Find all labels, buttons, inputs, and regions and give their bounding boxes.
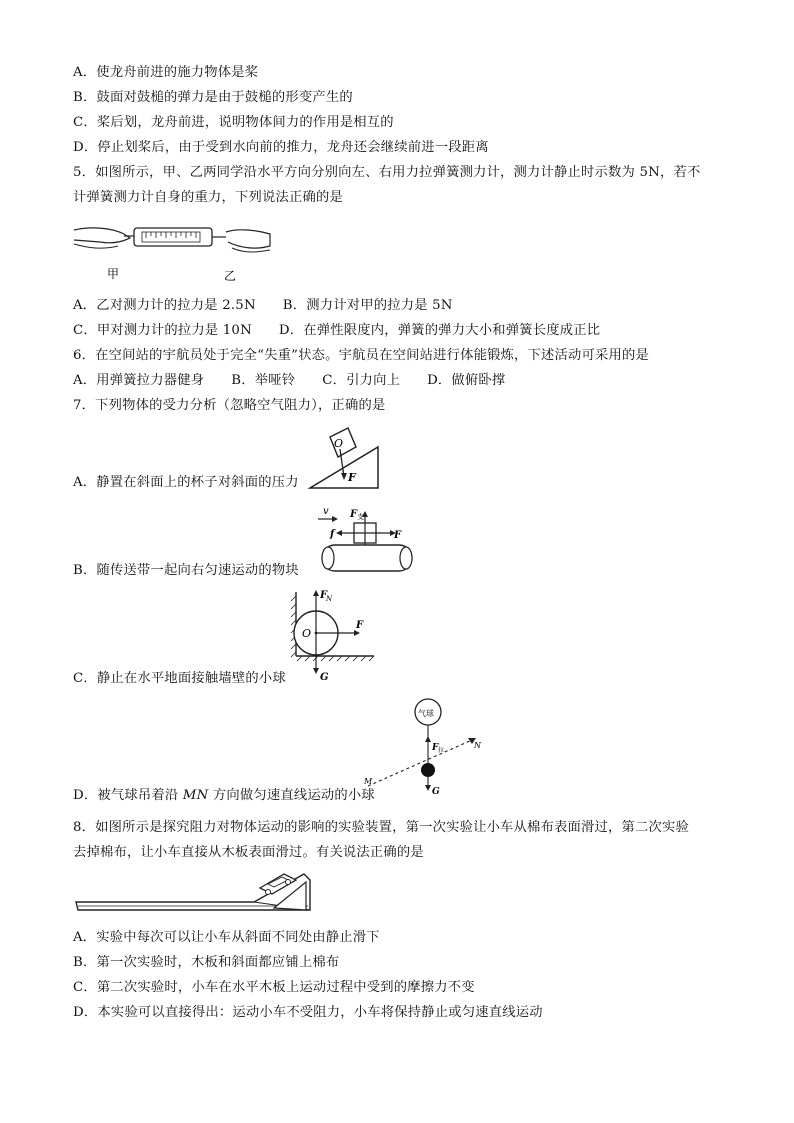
svg-text:F: F <box>320 590 328 601</box>
svg-text:F: F <box>350 509 358 520</box>
q8-stem-line1: 8．如图所示是探究阻力对物体运动的影响的实验装置，第一次实验让小车从棉布表面滑过，第二次实验 <box>73 820 690 835</box>
q7-option-b: B．随传送带一起向右匀速运动的物块 <box>73 563 299 578</box>
q4-option-a: A．使龙舟前进的施力物体是桨 <box>73 65 259 80</box>
left-hand <box>74 228 130 243</box>
label-yi: 乙 <box>224 269 237 283</box>
q5-options-row2: C．甲对测力计的拉力是 10N D．在弹性限度内，弹簧的弹力大小和弹簧长度成正比 <box>73 323 601 338</box>
svg-text:F: F <box>394 530 402 541</box>
q8-stem-line2: 去掉棉布，让小车直接从木板表面滑过。有关说法正确的是 <box>73 845 424 860</box>
svg-text:N: N <box>326 595 333 603</box>
svg-text:v: v <box>323 506 329 517</box>
svg-text:G: G <box>320 672 329 683</box>
q4-option-b: B．鼓面对鼓槌的弹力是由于鼓槌的形变产生的 <box>73 90 353 105</box>
svg-text:F: F <box>356 620 364 631</box>
ball-d <box>421 763 435 777</box>
q8-option-c: C．第二次实验时，小车在水平木板上运动过程中受到的摩擦力不变 <box>73 980 475 995</box>
q6-stem: 6．在空间站的宇航员处于完全“失重”状态。宇航员在空间站进行体能锻炼，下述活动可采用的是 <box>73 348 650 363</box>
q7-option-d-pre: D．被气球吊着沿 <box>73 788 183 803</box>
q6-options-row: A．用弹簧拉力器健身 B．举哑铃 C．引力向上 D．做俯卧撑 <box>73 373 506 388</box>
q7-figure-a <box>308 425 380 491</box>
right-hand <box>226 230 270 248</box>
q5-options-row1: A．乙对测力计的拉力是 2.5N B．测力计对甲的拉力是 5N <box>73 298 453 313</box>
q5-spring-scale-figure <box>72 218 272 288</box>
q4-option-d: D．停止划桨后，由于受到水向前的推力，龙舟还会继续前进一段距离 <box>73 140 489 155</box>
q8-ramp-figure <box>74 868 314 922</box>
q7-stem: 7．下列物体的受力分析（忽略空气阻力），正确的是 <box>73 398 386 413</box>
q8-option-a: A．实验中每次可以让小车从斜面不同处由静止滑下 <box>73 930 380 945</box>
conveyor-belt <box>322 545 412 571</box>
svg-text:气球: 气球 <box>418 709 434 718</box>
q7-figure-b <box>314 505 420 579</box>
q7-figure-d <box>362 696 492 800</box>
q7-option-d-post: 方向做匀速直线运动的小球 <box>208 788 375 803</box>
q8-option-d: D．本实验可以直接得出：运动小车不受阻力，小车将保持静止或匀速直线运动 <box>73 1005 543 1020</box>
q7-option-d <box>73 787 375 805</box>
svg-text:支: 支 <box>357 513 364 521</box>
svg-text:G: G <box>432 787 440 797</box>
q7-option-d-mn: MN <box>182 788 209 803</box>
svg-text:F: F <box>432 743 439 753</box>
force-label-f: F <box>348 471 356 484</box>
svg-text:N: N <box>474 741 481 750</box>
svg-text:f: f <box>330 529 335 540</box>
svg-text:O: O <box>334 437 344 450</box>
q8-option-b: B．第一次实验时，木板和斜面都应铺上棉布 <box>73 955 340 970</box>
q7-option-c: C．静止在水平地面接触墙壁的小球 <box>73 671 286 686</box>
svg-text:O: O <box>302 627 312 640</box>
q5-stem-line1: 5．如图所示，甲、乙两同学沿水平方向分别向左、右用力拉弹簧测力计，测力计静止时示数为 5N，若不 <box>73 165 701 180</box>
svg-text:拉: 拉 <box>438 747 445 754</box>
label-jia: 甲 <box>107 267 120 281</box>
q7-option-a: A．静置在斜面上的杯子对斜面的压力 <box>73 475 299 490</box>
q5-stem-line2: 计弹簧测力计自身的重力，下列说法正确的是 <box>73 190 343 205</box>
q7-figure-c <box>290 588 376 682</box>
svg-text:M: M <box>364 777 373 786</box>
q4-option-c: C．桨后划，龙舟前进，说明物体间力的作用是相互的 <box>73 115 394 130</box>
